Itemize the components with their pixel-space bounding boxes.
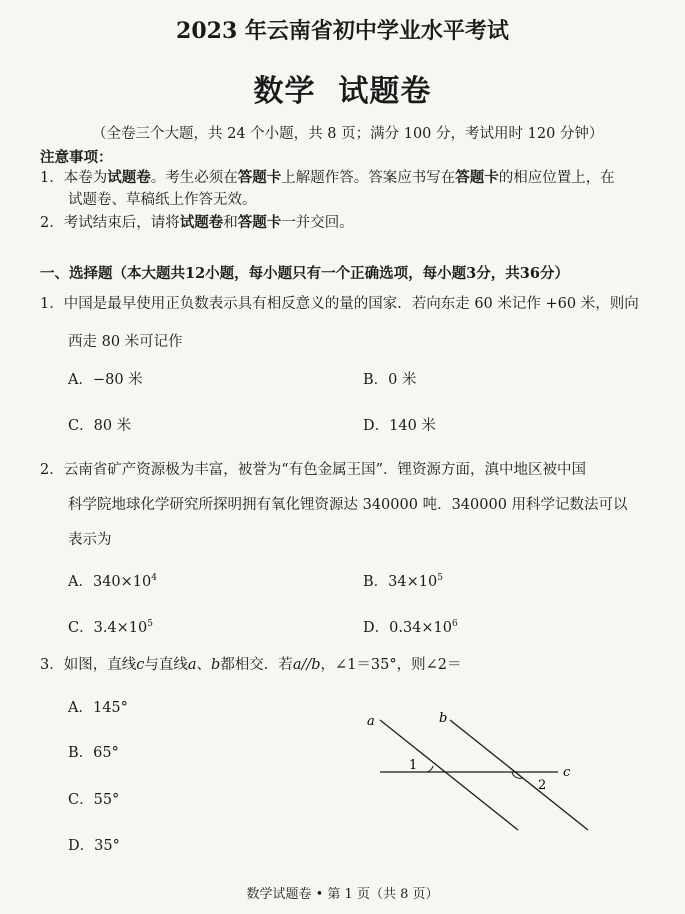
text-segment: 考试结束后，请将 (63, 215, 180, 231)
q1-stem-line-1: 1．中国是最早使用正负数表示具有相反意义的量的国家．若向东走 60 米记作 +60 米，则向 (40, 296, 639, 312)
notice-heading: 注意事项： (40, 149, 113, 166)
q3-option-c[interactable]: C．55° (68, 792, 120, 808)
text-segment: 。考生必须在 (150, 170, 238, 186)
notice-item-1-number: 1． (40, 170, 64, 186)
bold-term: 试题卷 (179, 214, 224, 231)
option-base: A．340×10 (68, 574, 152, 590)
text-segment: 一并交回。 (281, 215, 354, 231)
q2-option-b[interactable] (363, 570, 443, 591)
notice-item-1-line-2: 试题卷、草稿纸上作答无效。 (68, 192, 257, 208)
exam-subtitle: 数学 试题卷 (253, 74, 432, 109)
notice-item-1-line-1 (40, 166, 615, 187)
q1-option-c[interactable]: C．80 米 (68, 418, 132, 434)
text-segment: 与直线 (144, 657, 188, 673)
label-angle-1: 1 (409, 758, 418, 773)
section-1-heading: 一、选择题（本大题共12小题，每小题只有一个正确选项，每小题3分，共36分） (40, 265, 569, 282)
text-segment: 都相交．若 (220, 657, 293, 673)
q2-stem-line-3: 表示为 (68, 532, 112, 548)
q2-option-c[interactable] (68, 616, 153, 637)
label-angle-2: 2 (538, 778, 547, 793)
q3-option-a[interactable]: A．145° (68, 700, 128, 716)
exam-title: 2023 年云南省初中学业水平考试 (176, 18, 509, 44)
option-exponent: 6 (452, 619, 458, 630)
notice-item-2 (40, 211, 354, 232)
option-base: C．3.4×10 (68, 620, 148, 636)
bold-term: 答题卡 (455, 169, 499, 186)
math-var: b (311, 657, 321, 673)
option-base: D．0.34×10 (363, 620, 453, 636)
text-segment: ，∠1＝35°，则∠2＝ (320, 657, 462, 673)
math-var: c (136, 657, 145, 673)
notice-item-2-number: 2． (40, 215, 64, 231)
option-exponent: 5 (147, 619, 153, 630)
q3-stem (40, 653, 462, 674)
text-segment: 、 (196, 657, 212, 673)
q1-option-b[interactable]: B．0 米 (363, 372, 417, 388)
parallel-symbol: // (301, 657, 312, 673)
math-var: b (211, 657, 221, 673)
q1-option-d[interactable]: D．140 米 (363, 418, 436, 434)
line-a (380, 720, 518, 830)
text-segment: 的相应位置上，在 (498, 170, 615, 186)
bold-term: 答题卡 (237, 214, 282, 231)
text-segment: 和 (223, 215, 238, 231)
angle-1-arc (424, 766, 433, 772)
text-segment: 上解题作答。答案应书写在 (281, 170, 456, 186)
bold-term: 答题卡 (237, 169, 282, 186)
text-segment: 3．如图，直线 (40, 657, 137, 673)
label-a: a (367, 714, 375, 729)
math-var: a (187, 657, 197, 673)
page-footer: 数学试题卷 • 第 1 页（共 8 页） (246, 887, 439, 902)
label-c: c (563, 765, 571, 780)
math-var: a (292, 657, 302, 673)
q2-option-a[interactable] (68, 570, 157, 591)
q2-stem-line-2: 科学院地球化学研究所探明拥有氧化锂资源达 340000 吨．340000 用科学记数法可以 (68, 497, 628, 513)
q3-figure (360, 705, 590, 840)
bold-term: 试题卷 (107, 169, 151, 186)
q2-option-d[interactable] (363, 616, 458, 637)
exam-note: （全卷三个大题，共 24 个小题，共 8 页；满分 100 分，考试用时 120 分钟） (92, 126, 604, 142)
option-exponent: 5 (437, 573, 443, 584)
q3-option-d[interactable]: D．35° (68, 838, 120, 854)
q2-stem-line-1: 2．云南省矿产资源极为丰富，被誉为“有色金属王国”．锂资源方面，滇中地区被中国 (40, 462, 587, 478)
option-exponent: 4 (151, 573, 157, 584)
q1-stem-line-2: 西走 80 米可记作 (68, 334, 183, 350)
q1-option-a[interactable]: A．−80 米 (68, 372, 143, 388)
text-segment: 本卷为 (63, 170, 108, 186)
label-b: b (439, 711, 448, 726)
option-base: B．34×10 (363, 574, 438, 590)
q3-option-b[interactable]: B．65° (68, 745, 119, 761)
